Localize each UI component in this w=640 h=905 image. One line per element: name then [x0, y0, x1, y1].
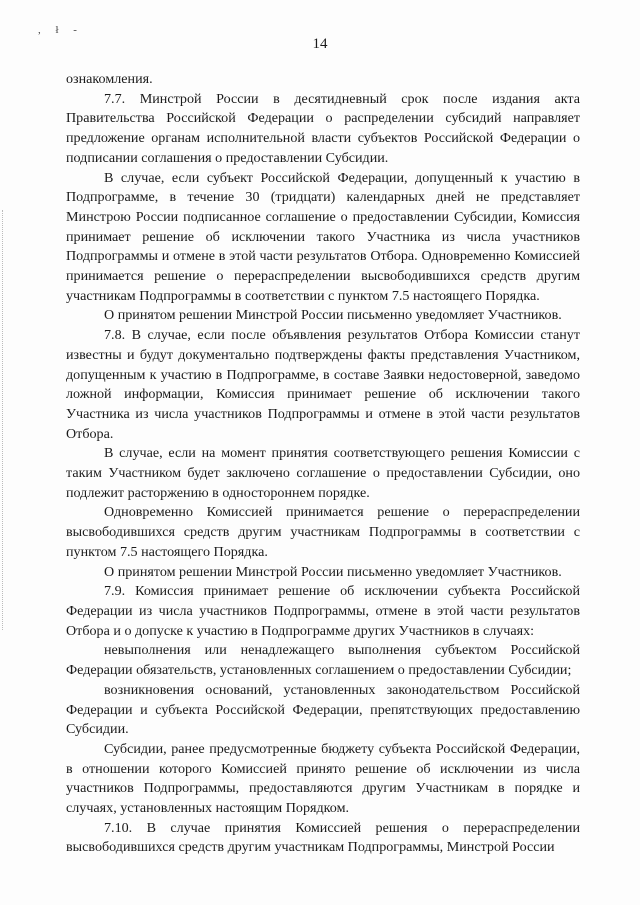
paragraph: 7.10. В случае принятия Комиссией решения о перераспределении высвободившихся средств другим участникам Подпрограммы, Минстрой России: [66, 819, 580, 856]
paragraph: Одновременно Комиссией принимается решение о перераспределении высвободившихся средств другим участникам Подпрограммы в соответствии с пунктом 7.5 настоящего Порядка.: [66, 504, 580, 560]
paragraph: невыполнения или ненадлежащего выполнения субъектом Российской Федерации обязательств, установленных соглашением о предоставлении Субсидии;: [66, 642, 580, 679]
paragraph: возникновения оснований, установленных законодательством Российской Федерации и субъекта Российской Федерации, препятствующих предоставлению Субсидии.: [66, 681, 580, 738]
paragraph: Субсидии, ранее предусмотренные бюджету субъекта Российской Федерации, в отношении которого Комиссией принято решение об исключении из числа участников Подпрограммы, предоставляются другим Участникам в порядке и случаях, установленных настоящим Порядком.: [66, 740, 580, 817]
paragraph: О принятом решении Минстрой России письменно уведомляет Участников.: [104, 307, 562, 324]
document-body: [66, 70, 580, 858]
paragraph: 7.7. Минстрой России в десятидневный срок после издания акта Правительства Российской Федерации о распределении субсидий направляет предложение органам исполнительной власти субъектов Российской Федерации о подписании соглашения о предоставлении Субсидии.: [66, 90, 580, 166]
paragraph: В случае, если на момент принятия соответствующего решения Комиссии с таким Участником будет заключено соглашение о предоставлении Субсидии, оно подлежит расторжению в одностороннем порядке.: [66, 445, 580, 501]
paragraph: О принятом решении Минстрой России письменно уведомляет Участников.: [104, 563, 562, 580]
page-number: 14: [312, 36, 328, 52]
binding-edge: [2, 210, 5, 630]
paragraph: 7.9. Комиссия принимает решение об исключении субъекта Российской Федерации из числа участников Подпрограммы, отмене в этой части результатов Отбора и о допуске к участию в Подпрограмме других Участников в случаях:: [66, 583, 580, 639]
paragraph: В случае, если субъект Российской Федерации, допущенный к участию в Подпрограмме, в течение 30 (тридцати) календарных дней не представляет Минстрою России подписанное соглашение о предоставлении Субсидии, Комиссия принимает решение об исключении такого Участника из числа участников Подпрограммы и отмене в этой части результатов Отбора. Одновременно Комиссией принимается решение о перераспределении высвободившихся средств другим участникам Подпрограммы в соответствии с пунктом 7.5 настоящего Порядка.: [66, 169, 580, 304]
paragraph: ознакомления.: [66, 71, 153, 87]
paragraph: 7.8. В случае, если после объявления результатов Отбора Комиссии станут известны и будут документально подтверждены факты представления Участником, допущенным к участию в Подпрограмме, в составе Заявки недостоверной, заведомо ложной информации, Комиссия принимает решение об исключении такого Участника из числа участников Подпрограммы и отмене в этой части результатов Отбора.: [66, 327, 580, 442]
corner-marks: , ł -: [38, 24, 83, 36]
